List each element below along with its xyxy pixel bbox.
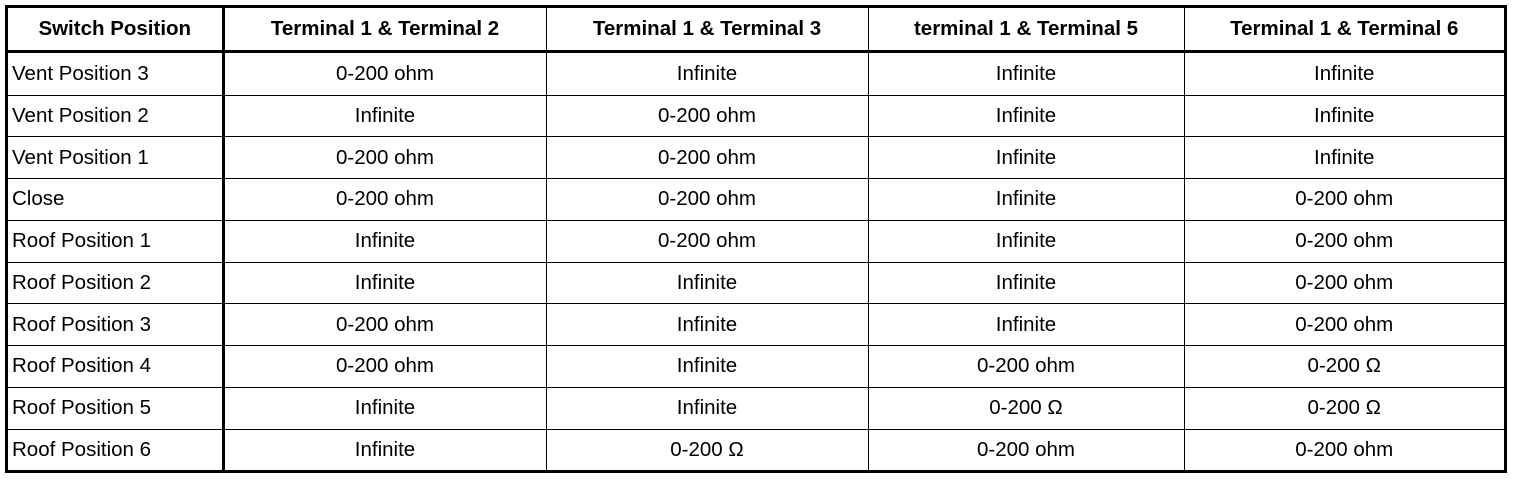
resistance-cell: 0-200 ohm	[1184, 179, 1504, 221]
switch-position-cell: Vent Position 1	[8, 137, 223, 179]
switch-position-cell: Vent Position 2	[8, 95, 223, 137]
resistance-cell: 0-200 Ω	[1184, 387, 1504, 429]
table-row	[8, 220, 1504, 262]
resistance-cell: 0-200 Ω	[546, 429, 868, 470]
switch-position-cell: Vent Position 3	[8, 52, 223, 96]
resistance-cell: 0-200 ohm	[546, 220, 868, 262]
resistance-cell: Infinite	[1184, 52, 1504, 96]
resistance-cell: Infinite	[868, 95, 1184, 137]
switch-position-cell: Close	[8, 179, 223, 221]
resistance-cell: Infinite	[868, 179, 1184, 221]
table-row	[8, 179, 1504, 221]
resistance-cell: 0-200 ohm	[868, 429, 1184, 470]
switch-position-cell: Roof Position 6	[8, 429, 223, 470]
resistance-cell: Infinite	[546, 52, 868, 96]
header-terminal-1-3: Terminal 1 & Terminal 3	[546, 8, 868, 52]
resistance-cell: Infinite	[223, 387, 546, 429]
table-row	[8, 346, 1504, 388]
table-row	[8, 387, 1504, 429]
resistance-cell: Infinite	[546, 304, 868, 346]
switch-position-cell: Roof Position 4	[8, 346, 223, 388]
resistance-cell: Infinite	[223, 262, 546, 304]
resistance-cell: Infinite	[223, 220, 546, 262]
resistance-cell: 0-200 ohm	[1184, 429, 1504, 470]
resistance-cell: Infinite	[546, 346, 868, 388]
header-terminal-1-6: Terminal 1 & Terminal 6	[1184, 8, 1504, 52]
resistance-cell: 0-200 Ω	[868, 387, 1184, 429]
switch-position-cell: Roof Position 2	[8, 262, 223, 304]
switch-resistance-table	[5, 5, 1507, 473]
resistance-cell: Infinite	[868, 220, 1184, 262]
resistance-cell: 0-200 ohm	[546, 137, 868, 179]
resistance-cell: Infinite	[223, 429, 546, 470]
resistance-cell: Infinite	[1184, 95, 1504, 137]
table-row	[8, 137, 1504, 179]
resistance-cell: 0-200 ohm	[223, 304, 546, 346]
resistance-cell: Infinite	[223, 95, 546, 137]
table-header-row	[8, 8, 1504, 52]
resistance-cell: 0-200 ohm	[1184, 220, 1504, 262]
resistance-cell: 0-200 ohm	[1184, 304, 1504, 346]
resistance-cell: Infinite	[868, 262, 1184, 304]
header-terminal-1-5: terminal 1 & Terminal 5	[868, 8, 1184, 52]
table-row	[8, 429, 1504, 470]
resistance-cell: 0-200 ohm	[223, 346, 546, 388]
switch-position-cell: Roof Position 1	[8, 220, 223, 262]
resistance-cell: Infinite	[546, 262, 868, 304]
header-switch-position: Switch Position	[8, 8, 223, 52]
resistance-cell: Infinite	[868, 304, 1184, 346]
table-row	[8, 304, 1504, 346]
resistance-cell: Infinite	[868, 52, 1184, 96]
header-terminal-1-2: Terminal 1 & Terminal 2	[223, 8, 546, 52]
table-row	[8, 95, 1504, 137]
resistance-cell: Infinite	[546, 387, 868, 429]
resistance-cell: 0-200 ohm	[546, 179, 868, 221]
resistance-cell: Infinite	[868, 137, 1184, 179]
resistance-cell: 0-200 Ω	[1184, 346, 1504, 388]
resistance-table	[8, 8, 1504, 470]
switch-position-cell: Roof Position 5	[8, 387, 223, 429]
resistance-cell: 0-200 ohm	[223, 179, 546, 221]
switch-position-cell: Roof Position 3	[8, 304, 223, 346]
table-row	[8, 262, 1504, 304]
resistance-cell: 0-200 ohm	[868, 346, 1184, 388]
resistance-cell: 0-200 ohm	[223, 52, 546, 96]
resistance-cell: 0-200 ohm	[223, 137, 546, 179]
resistance-cell: 0-200 ohm	[1184, 262, 1504, 304]
resistance-cell: Infinite	[1184, 137, 1504, 179]
resistance-cell: 0-200 ohm	[546, 95, 868, 137]
table-row	[8, 52, 1504, 96]
